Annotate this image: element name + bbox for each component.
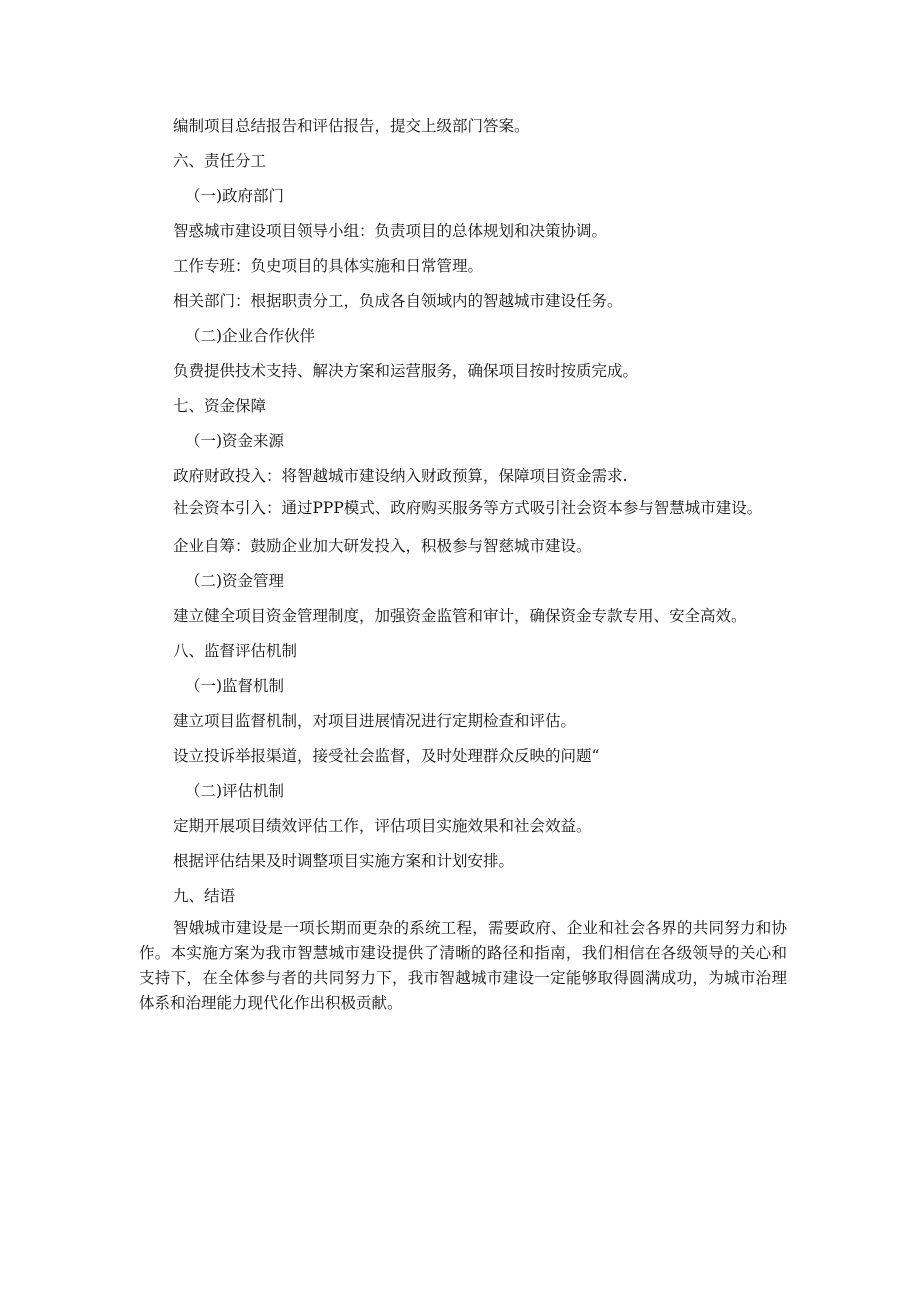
paragraph-conclusion: 智娥城市建设是一项长期而更杂的系统工程，需要政府、企业和社会各界的共同努力和协作。本实施方案为我市智慧城市建设提供了清晰的路径和指南，我们相信在各级领导的关心和支持下，在全体参与者的共同努力下，我市智越城市建设一定能够取得圆满成功，为城市治理体系和治理能力现代化作出积极贡献。 [139, 919, 787, 1012]
document-body [139, 111, 787, 1016]
subheading-evaluation-mechanism: （二)评估机制 [185, 782, 285, 800]
subheading-supervision-mechanism: （一)监督机制 [185, 677, 285, 695]
paragraph-task-force: 工作专班：负史项目的具体实施和日常管理。 [173, 257, 484, 275]
subheading-partners: （二)企业合作伙伴 [185, 327, 316, 345]
paragraph-supervision: 建立项目监督机制，对项目进展情况进行定期检查和评估。 [173, 712, 577, 730]
subheading-fund-management: （二)资金管理 [185, 572, 285, 590]
paragraph-complaints: 设立投诉举报渠道，接受社会监督，及时处理群众反映的问题“ [173, 747, 600, 765]
subheading-government: （一)政府部门 [185, 187, 285, 205]
paragraph-performance-evaluation: 定期开展项目绩效评估工作，评估项目实施效果和社会效益。 [173, 817, 592, 835]
paragraph-government-funding: 政府财政投入：将智越城市建设纳入财政预算，保障项目资金需求. [173, 467, 628, 485]
paragraph-adjustment: 根据评估结果及时调整项目实施方案和计划安排。 [173, 852, 515, 870]
section-heading-supervision: 八、监督评估机制 [173, 642, 298, 660]
paragraph-summary-report: 编制项目总结报告和评估报告，提交上级部门答案。 [173, 117, 530, 135]
paragraph-fund-management: 建立健全项目资金管理制度，加强资金监管和审计，确保资金专款专用、安全高效。 [173, 607, 747, 625]
paragraph-social-capital: 社会资本引入：通过PPP模式、政府购买服务等方式吸引社会资本参与智慧城市建设。 [173, 499, 763, 517]
section-heading-responsibility: 六、责任分工 [173, 152, 267, 170]
section-heading-conclusion: 九、结语 [173, 887, 236, 905]
paragraph-self-raised: 企业自筹：鼓励企业加大研发投入，积极参与智慈城市建设。 [173, 537, 592, 555]
section-heading-funding: 七、资金保障 [173, 397, 267, 415]
paragraph-leading-group: 智惑城市建设项目领导小组：负责项目的总体规划和决策协调。 [173, 222, 608, 240]
subheading-funding-sources: （一)资金来源 [185, 432, 285, 450]
paragraph-partner-duty: 负费提供技术支持、解决方案和运营服务，确保项目按时按质完成。 [173, 362, 639, 380]
paragraph-related-departments: 相关部门：根据职责分工，负成各自领域内的智越城市建设任务。 [173, 292, 623, 310]
